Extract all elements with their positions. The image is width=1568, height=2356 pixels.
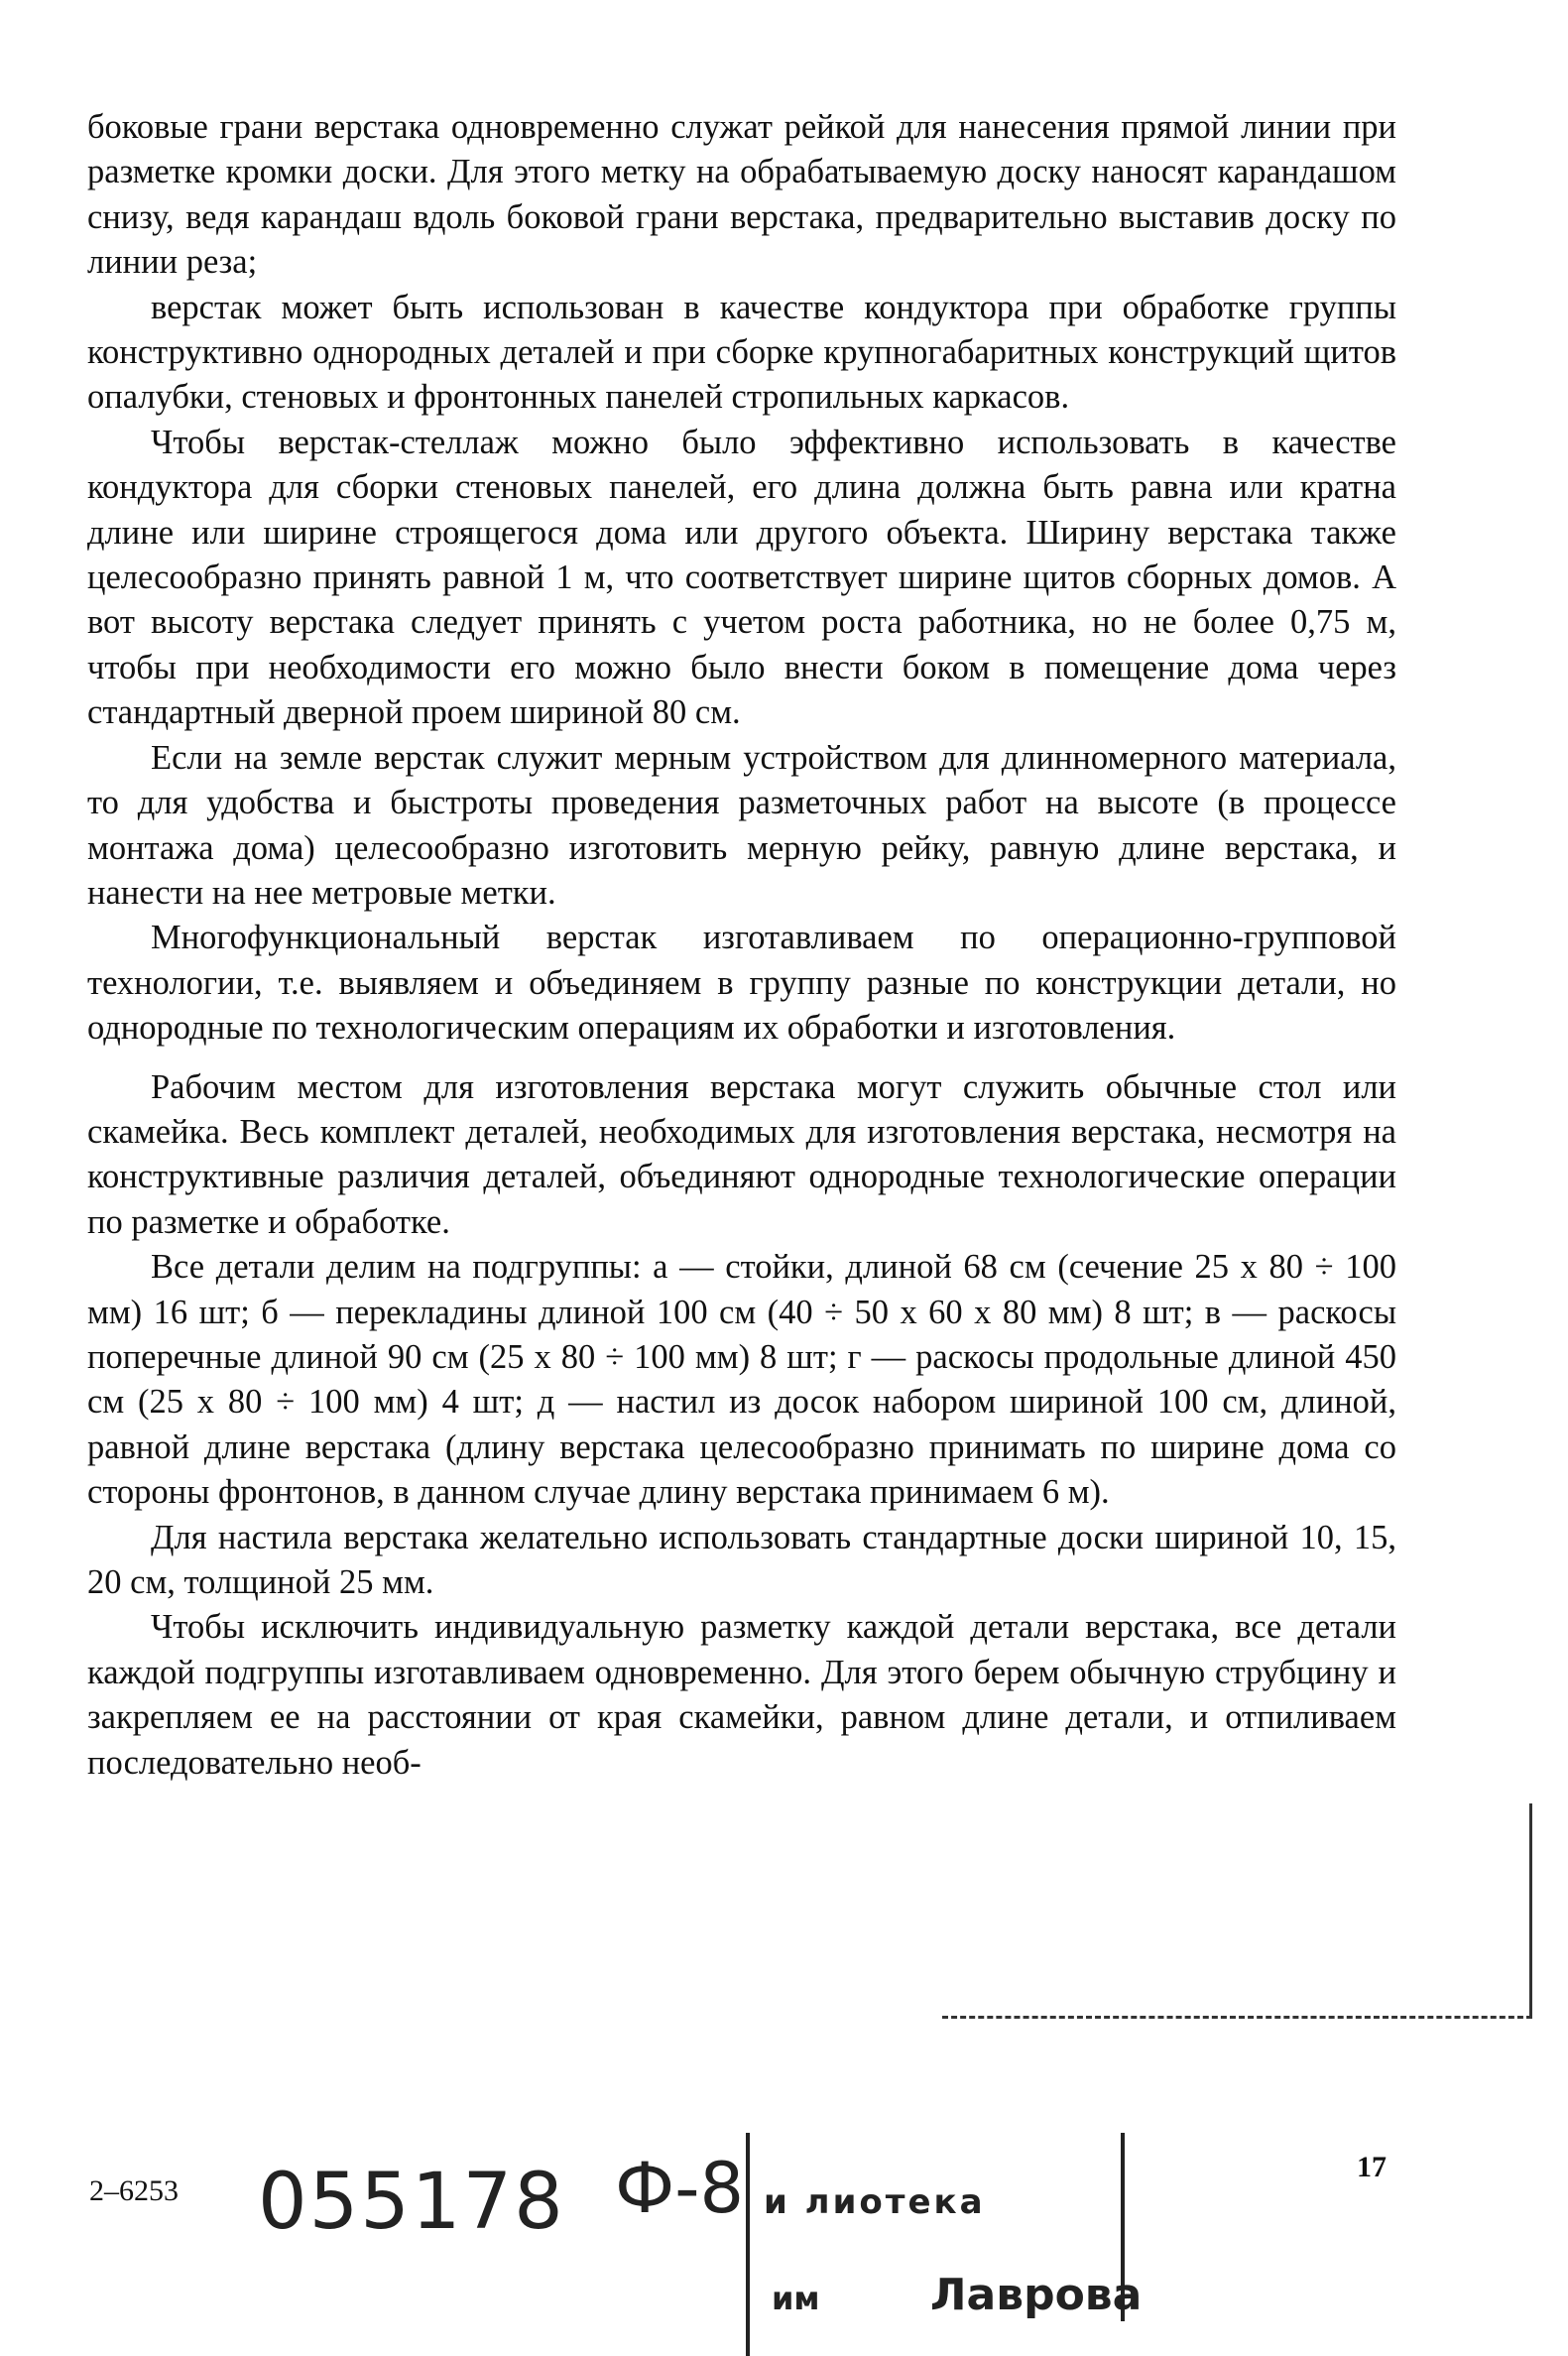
paragraph: Для настила верстака желательно использовать стандартные доски шириной 10, 15, 20 см, толщиной 25 мм. — [87, 1518, 1396, 1601]
paragraph: Все детали делим на подгруппы: а — стойки, длиной 68 см (сечение 25 х 80 ÷ 100 мм) 16 шт; б — перекладины длиной 100 см (40 ÷ 50 х 60 х 80 мм) 8 шт; в — раскосы поперечные длиной 90 см (25 х 80 ÷ 100 мм) 8 шт; г — раскосы продольные длиной 450 см (25 х 80 ÷ 100 мм) 4 шт; д — настил из досок набором шириной 100 см, длиной, равной длине верстака (длину верстака целесообразно принимать по ширине дома со стороны фронтонов, в данном случае длину верстака принимаем 6 м). — [87, 1248, 1396, 1512]
paragraph: верстак может быть использован в качестве кондуктора при обработке группы конструктивно однородных деталей и при сборке крупногабаритных конструкций щитов опалубки, стеновых и фронтонных панелей стропильных каркасов. — [87, 288, 1396, 417]
signature-code: 2–6253 — [89, 2174, 179, 2207]
paragraph: боковые грани верстака одновременно служат рейкой для нанесения прямой линии при разметке кромки доски. Для этого метку на обрабатываемую доску наносят карандашом снизу, ведя карандаш вдоль боковой грани верстака, предварительно выставив доску по линии реза; — [87, 108, 1396, 282]
scan-artifact-frame — [942, 1803, 1532, 2019]
library-stamp-line2b: Лаврова — [930, 2270, 1143, 2320]
library-stamp-line1: и лиотека — [764, 2182, 986, 2222]
paragraph: Многофункциональный верстак изготавливаем по операционно-групповой технологии, т.е. выявляем и объединяем в группу разные по конструкции детали, но однородные по технологическим операциям их обработки и изготовления. — [87, 919, 1396, 1048]
paragraph: Если на земле верстак служит мерным устройством для длинномерного материала, то для удобства и быстроты проведения разметочных работ на высоте (в процессе монтажа дома) целесообразно изготовить мерную рейку, равную длине верстака, и нанести на нее метровые метки. — [87, 738, 1396, 912]
library-stamp-line2a: им — [772, 2280, 820, 2317]
inventory-number: 055178 — [258, 2158, 565, 2247]
paragraph: Чтобы исключить индивидуальную разметку каждой детали верстака, все детали каждой подгруппы изготавливаем одновременно. Для этого берем обычную струбцину и закрепляем ее на расстоянии от края скамейки, равном длине детали, и отпиливаем последовательно необ- — [87, 1608, 1396, 1782]
shelfmark: Ф-8 — [615, 2148, 745, 2229]
paragraph: Рабочим местом для изготовления верстака могут служить обычные стол или скамейка. Весь комплект деталей, необходимых для изготовления верстака, несмотря на конструктивные различия деталей, объединяют однородные технологические операции по разметке и обработке. — [87, 1067, 1396, 1241]
paragraph: Чтобы верстак-стеллаж можно было эффективно использовать в качестве кондуктора для сборки стеновых панелей, его длина должна быть равна или кратна длине или ширине строящегося дома или другого объекта. Ширину верстака также целесообразно принять равной 1 м, что соответствует ширине щитов сборных домов. А вот высоту верстака следует принять с учетом роста работника, но не более 0,75 м, чтобы при необходимости его можно было внести боком в помещение дома через стандартный дверной проем шириной 80 см. — [87, 423, 1396, 732]
page-number: 17 — [1357, 2151, 1387, 2183]
body-text — [87, 105, 1396, 1786]
stamp-border-left — [746, 2133, 750, 2356]
